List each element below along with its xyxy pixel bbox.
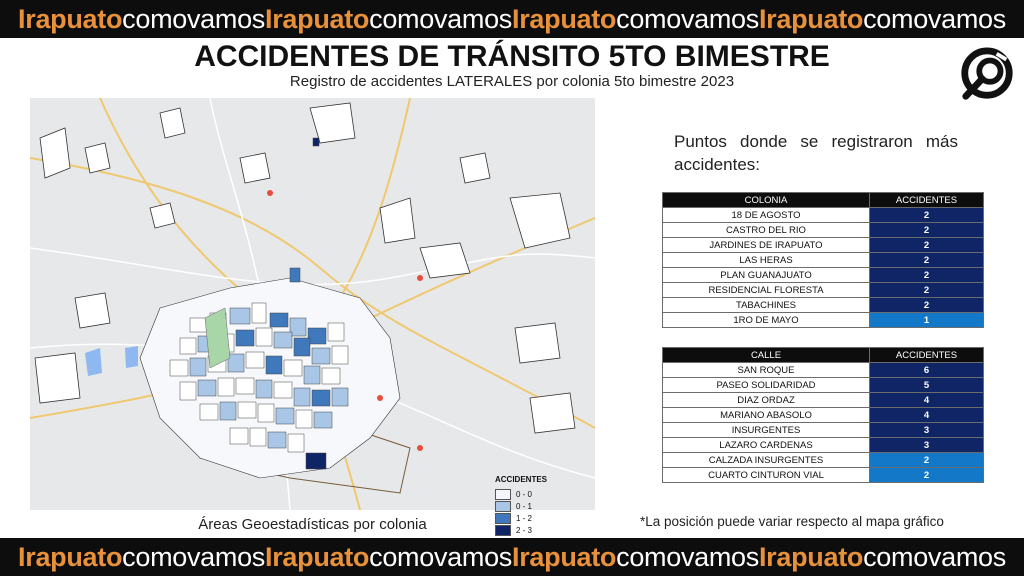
accident-count: 3 [870, 423, 984, 438]
banner-brand-suffix: comovamos [122, 541, 266, 572]
accident-count: 4 [870, 408, 984, 423]
calle-table [662, 347, 984, 483]
column-header: COLONIA [663, 193, 870, 208]
map-graphic [30, 98, 595, 510]
column-header: ACCIDENTES [870, 193, 984, 208]
colonia-name: 1RO DE MAYO [663, 313, 870, 328]
accident-count: 2 [870, 253, 984, 268]
colonia-table [662, 192, 984, 328]
table-row [663, 313, 984, 328]
banner-brand-suffix: comovamos [863, 3, 1006, 34]
banner-brand: Irapuato [18, 541, 123, 572]
table-row [663, 298, 984, 313]
page-title: ACCIDENTES DE TRÁNSITO 5TO BIMESTRE [194, 40, 830, 73]
calle-name: CALZADA INSURGENTES [663, 453, 870, 468]
accident-count: 4 [870, 393, 984, 408]
table-row [663, 408, 984, 423]
accident-count: 2 [870, 453, 984, 468]
bottom-banner [0, 538, 1024, 576]
colonia-name: RESIDENCIAL FLORESTA [663, 283, 870, 298]
map-caption: Áreas Geoestadísticas por colonia [198, 516, 427, 533]
accident-count: 2 [870, 468, 984, 483]
banner-brand-suffix: comovamos [616, 541, 759, 572]
banner-brand: Irapuato [265, 3, 370, 34]
table-row [663, 423, 984, 438]
banner-brand-suffix: comovamos [616, 3, 759, 34]
column-header: ACCIDENTES [870, 348, 984, 363]
accident-count: 2 [870, 223, 984, 238]
table-header-row [663, 348, 984, 363]
table-row [663, 393, 984, 408]
position-note: *La posición puede variar respecto al mapa gráfico [640, 514, 944, 529]
banner-brand-suffix: comovamos [863, 541, 1006, 572]
accident-count: 2 [870, 268, 984, 283]
banner-brand-suffix: comovamos [369, 541, 512, 572]
legend-item [495, 500, 547, 512]
magnifier-logo-icon [958, 46, 1016, 104]
calle-name: LAZARO CARDENAS [663, 438, 870, 453]
table-row [663, 253, 984, 268]
banner-brand: Irapuato [758, 541, 864, 572]
colonia-name: JARDINES DE IRAPUATO [663, 238, 870, 253]
legend-swatch [495, 501, 511, 512]
table-header-row [663, 193, 984, 208]
top-banner [0, 0, 1024, 38]
colonia-name: TABACHINES [663, 298, 870, 313]
calle-name: PASEO SOLIDARIDAD [663, 378, 870, 393]
colonia-name: PLAN GUANAJUATO [663, 268, 870, 283]
accident-count: 2 [870, 238, 984, 253]
legend-label: 0 - 0 [516, 489, 533, 499]
banner-brand-suffix: comovamos [369, 3, 512, 34]
table-row [663, 453, 984, 468]
table-row [663, 378, 984, 393]
table-row [663, 208, 984, 223]
calle-name: MARIANO ABASOLO [663, 408, 870, 423]
banner-brand: Irapuato [18, 3, 123, 34]
table-row [663, 363, 984, 378]
legend-title: ACCIDENTES [495, 475, 548, 484]
accident-count: 2 [870, 298, 984, 313]
colonia-name: CASTRO DEL RIO [663, 223, 870, 238]
calle-name: CUARTO CINTURON VIAL [663, 468, 870, 483]
calle-name: DIAZ ORDAZ [663, 393, 870, 408]
legend-label: 2 - 3 [516, 525, 533, 535]
table-row [663, 238, 984, 253]
banner-brand-suffix: comovamos [122, 3, 266, 34]
accident-count: 3 [870, 438, 984, 453]
table-row [663, 268, 984, 283]
legend-label: 0 - 1 [516, 501, 533, 511]
column-header: CALLE [663, 348, 870, 363]
accident-count: 2 [870, 283, 984, 298]
accident-count: 2 [870, 208, 984, 223]
table-row [663, 283, 984, 298]
banner-brand: Irapuato [512, 3, 617, 34]
legend-item [495, 488, 547, 500]
accident-count: 5 [870, 378, 984, 393]
colonia-name: 18 DE AGOSTO [663, 208, 870, 223]
colonia-name: LAS HERAS [663, 253, 870, 268]
accident-count: 6 [870, 363, 984, 378]
calle-name: INSURGENTES [663, 423, 870, 438]
legend-label: 1 - 2 [516, 513, 533, 523]
table-row [663, 438, 984, 453]
banner-brand: Irapuato [512, 541, 617, 572]
legend-swatch [495, 489, 511, 500]
page-subtitle: Registro de accidentes LATERALES por colonia 5to bimestre 2023 [289, 73, 735, 90]
banner-brand: Irapuato [265, 541, 370, 572]
accident-count: 1 [870, 313, 984, 328]
points-heading: Puntos donde se registraron más accidentes: [674, 132, 958, 174]
banner-brand: Irapuato [758, 3, 864, 34]
calle-name: SAN ROQUE [663, 363, 870, 378]
table-row [663, 223, 984, 238]
table-row [663, 468, 984, 483]
